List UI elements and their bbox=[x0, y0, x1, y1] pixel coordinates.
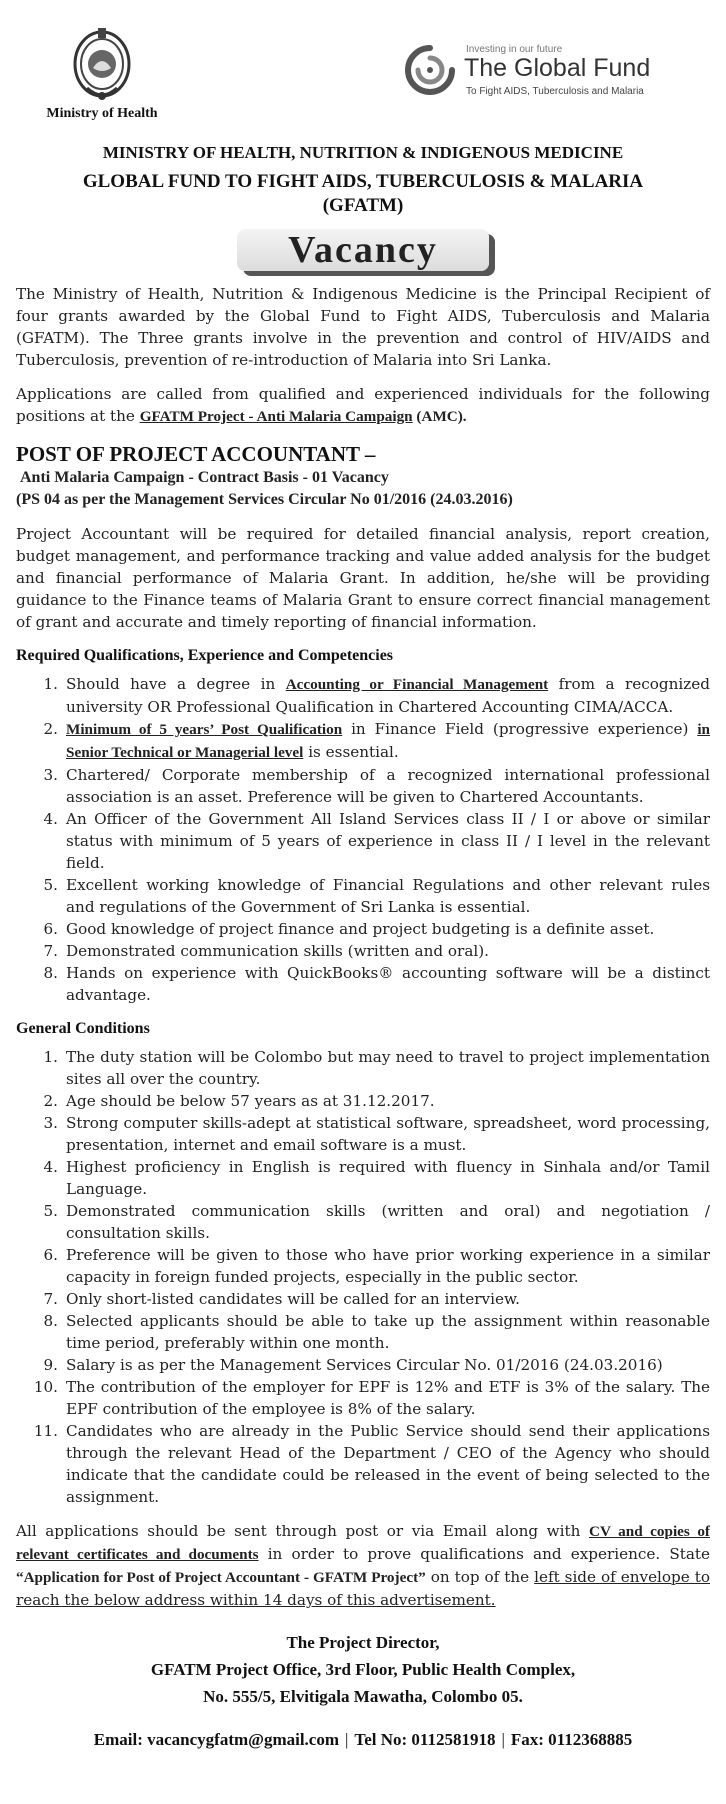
list-item: 4. An Officer of the Government All Island Services class II / I or above or similar status with minimum of 5 years of experience in class II / I level in the relevant field. bbox=[43, 810, 710, 872]
list-item: 8. Selected applicants should be able to take up the assignment within reasonable time period, preferably within one month. bbox=[43, 1312, 710, 1352]
sri-lanka-emblem-icon bbox=[69, 26, 135, 102]
ministry-label: Ministry of Health bbox=[46, 106, 158, 121]
separator: | bbox=[501, 1730, 505, 1749]
list-item: 9. Salary is as per the Management Services Circular No. 01/2016 (24.03.2016) bbox=[43, 1356, 663, 1374]
ministry-title: MINISTRY OF HEALTH, NUTRITION & INDIGENOUS MEDICINE bbox=[102, 143, 624, 162]
vacancy-heading: Vacancy bbox=[237, 229, 489, 271]
address-line: The Project Director, bbox=[286, 1633, 440, 1652]
intro-paragraph-1: The Ministry of Health, Nutrition & Indigenous Medicine is the Principal Recipient of four grants awarded by the Global Fund to Fight AIDS, Tuberculosis and Malaria (GFATM). The Three grants involve in the prevention and control of HIV/AIDS and Tuberculosis, prevention of re-introduction of Malaria into Sri Lanka. bbox=[16, 285, 710, 369]
post-title: POST OF PROJECT ACCOUNTANT – bbox=[16, 442, 376, 466]
contact-line bbox=[12, 1730, 714, 1750]
global-fund-swirl-icon bbox=[402, 42, 458, 98]
qualifications-list bbox=[12, 673, 714, 1006]
contact-tel: Tel No: 0112581918 bbox=[354, 1730, 496, 1749]
list-item: 10. The contribution of the employer for EPF is 12% and ETF is 3% of the salary. The EPF contribution of the employee is 8% of the salary. bbox=[33, 1378, 710, 1418]
list-item: 2. Age should be below 57 years as at 31.12.2017. bbox=[43, 1092, 435, 1110]
gfatm-title: GLOBAL FUND TO FIGHT AIDS, TUBERCULOSIS & MALARIA bbox=[82, 171, 644, 192]
list-item: 6. Preference will be given to those who have prior working experience in a similar capacity in foreign funded projects, especially in the public sector. bbox=[43, 1246, 710, 1286]
postal-address bbox=[12, 1629, 714, 1710]
list-item: 5. Demonstrated communication skills (written and oral) and negotiation / consultation skills. bbox=[43, 1202, 710, 1242]
global-fund-logo bbox=[402, 40, 702, 100]
contact-fax: Fax: 0112368885 bbox=[510, 1730, 633, 1749]
list-item: 3. Chartered/ Corporate membership of a recognized international professional association is an asset. Preference will be given to Chartered Accountants. bbox=[43, 766, 710, 806]
conditions-list bbox=[12, 1046, 714, 1508]
list-item: 1. Should have a degree in Accounting or Financial Management from a recognized university OR Professional Qualification in Chartered Accounting CIMA/ACCA. bbox=[43, 675, 710, 716]
header bbox=[12, 0, 714, 135]
address-line: GFATM Project Office, 3rd Floor, Public Health Complex, bbox=[150, 1660, 576, 1679]
post-subtitle: Anti Malaria Campaign - Contract Basis - 01 Vacancy bbox=[20, 469, 389, 486]
list-item: 1. The duty station will be Colombo but may need to travel to project implementation sites all over the country. bbox=[43, 1048, 710, 1088]
qualifications-title: Required Qualifications, Experience and Competencies bbox=[16, 647, 394, 664]
global-fund-subtitle: To Fight AIDS, Tuberculosis and Malaria bbox=[466, 86, 644, 97]
contact-email: Email: vacancygfatm@gmail.com bbox=[93, 1730, 340, 1749]
titles bbox=[12, 143, 714, 217]
vacancy-banner bbox=[12, 229, 714, 283]
list-item: 7. Demonstrated communication skills (written and oral). bbox=[43, 942, 489, 960]
project-name: GFATM Project - Anti Malaria Campaign bbox=[139, 408, 413, 425]
intro-paragraph-2 bbox=[16, 383, 710, 428]
list-item: 4. Highest proficiency in English is required with fluency in Sinhala and/or Tamil Language. bbox=[43, 1158, 710, 1198]
list-item: 11. Candidates who are already in the Public Service should send their applications through the relevant Head of the Department / CEO of the Agency who should indicate that the candidate could be released in the event of being selected to the assignment. bbox=[33, 1422, 710, 1506]
post-description: Project Accountant will be required for detailed financial analysis, report creation, budget management, and performance tracking and value added analysis for the budget and financial performance of Malaria Grant. In addition, he/she will be providing guidance to the Finance teams of Malaria Grant to ensure correct financial management of grant and accurate and timely reporting of financial information. bbox=[16, 525, 710, 631]
list-item: 2. Minimum of 5 years’ Post Qualification in Finance Field (progressive experience) in Senior Technical or Managerial level is essential. bbox=[43, 720, 710, 761]
gfatm-abbrev: (GFATM) bbox=[322, 195, 404, 216]
separator: | bbox=[345, 1730, 349, 1749]
closing-paragraph: All applications should be sent through post or via Email along with CV and copies of relevant certificates and documents in order to prove qualifications and experience. State “Application for Post of Project Accountant - GFATM Project” on top of the left side of envelope to reach the below address within 14 days of this advertisement. bbox=[16, 1522, 710, 1609]
list-item: 6. Good knowledge of project finance and project budgeting is a definite asset. bbox=[43, 920, 655, 938]
list-item: 3. Strong computer skills-adept at statistical software, spreadsheet, word processing, presentation, internet and email software is a must. bbox=[43, 1114, 710, 1154]
post-circular: (PS 04 as per the Management Services Circular No 01/2016 (24.03.2016) bbox=[16, 491, 513, 508]
list-item: 8. Hands on experience with QuickBooks® accounting software will be a distinct advantage. bbox=[43, 964, 710, 1004]
global-fund-tagline: Investing in our future bbox=[466, 44, 563, 55]
list-item: 7. Only short-listed candidates will be called for an interview. bbox=[43, 1290, 520, 1308]
global-fund-name: The Global Fund bbox=[464, 54, 651, 82]
ministry-logo bbox=[42, 26, 162, 122]
conditions-title: General Conditions bbox=[16, 1020, 150, 1037]
intro-text: Applications are called from qualified and experienced individuals for the following positions at the bbox=[16, 385, 710, 425]
list-item: 5. Excellent working knowledge of Financial Regulations and other relevant rules and regulations of the Government of Sri Lanka is essential. bbox=[43, 876, 710, 916]
amc-label: (AMC). bbox=[412, 408, 467, 425]
address-line: No. 555/5, Elvitigala Mawatha, Colombo 05. bbox=[203, 1687, 523, 1706]
